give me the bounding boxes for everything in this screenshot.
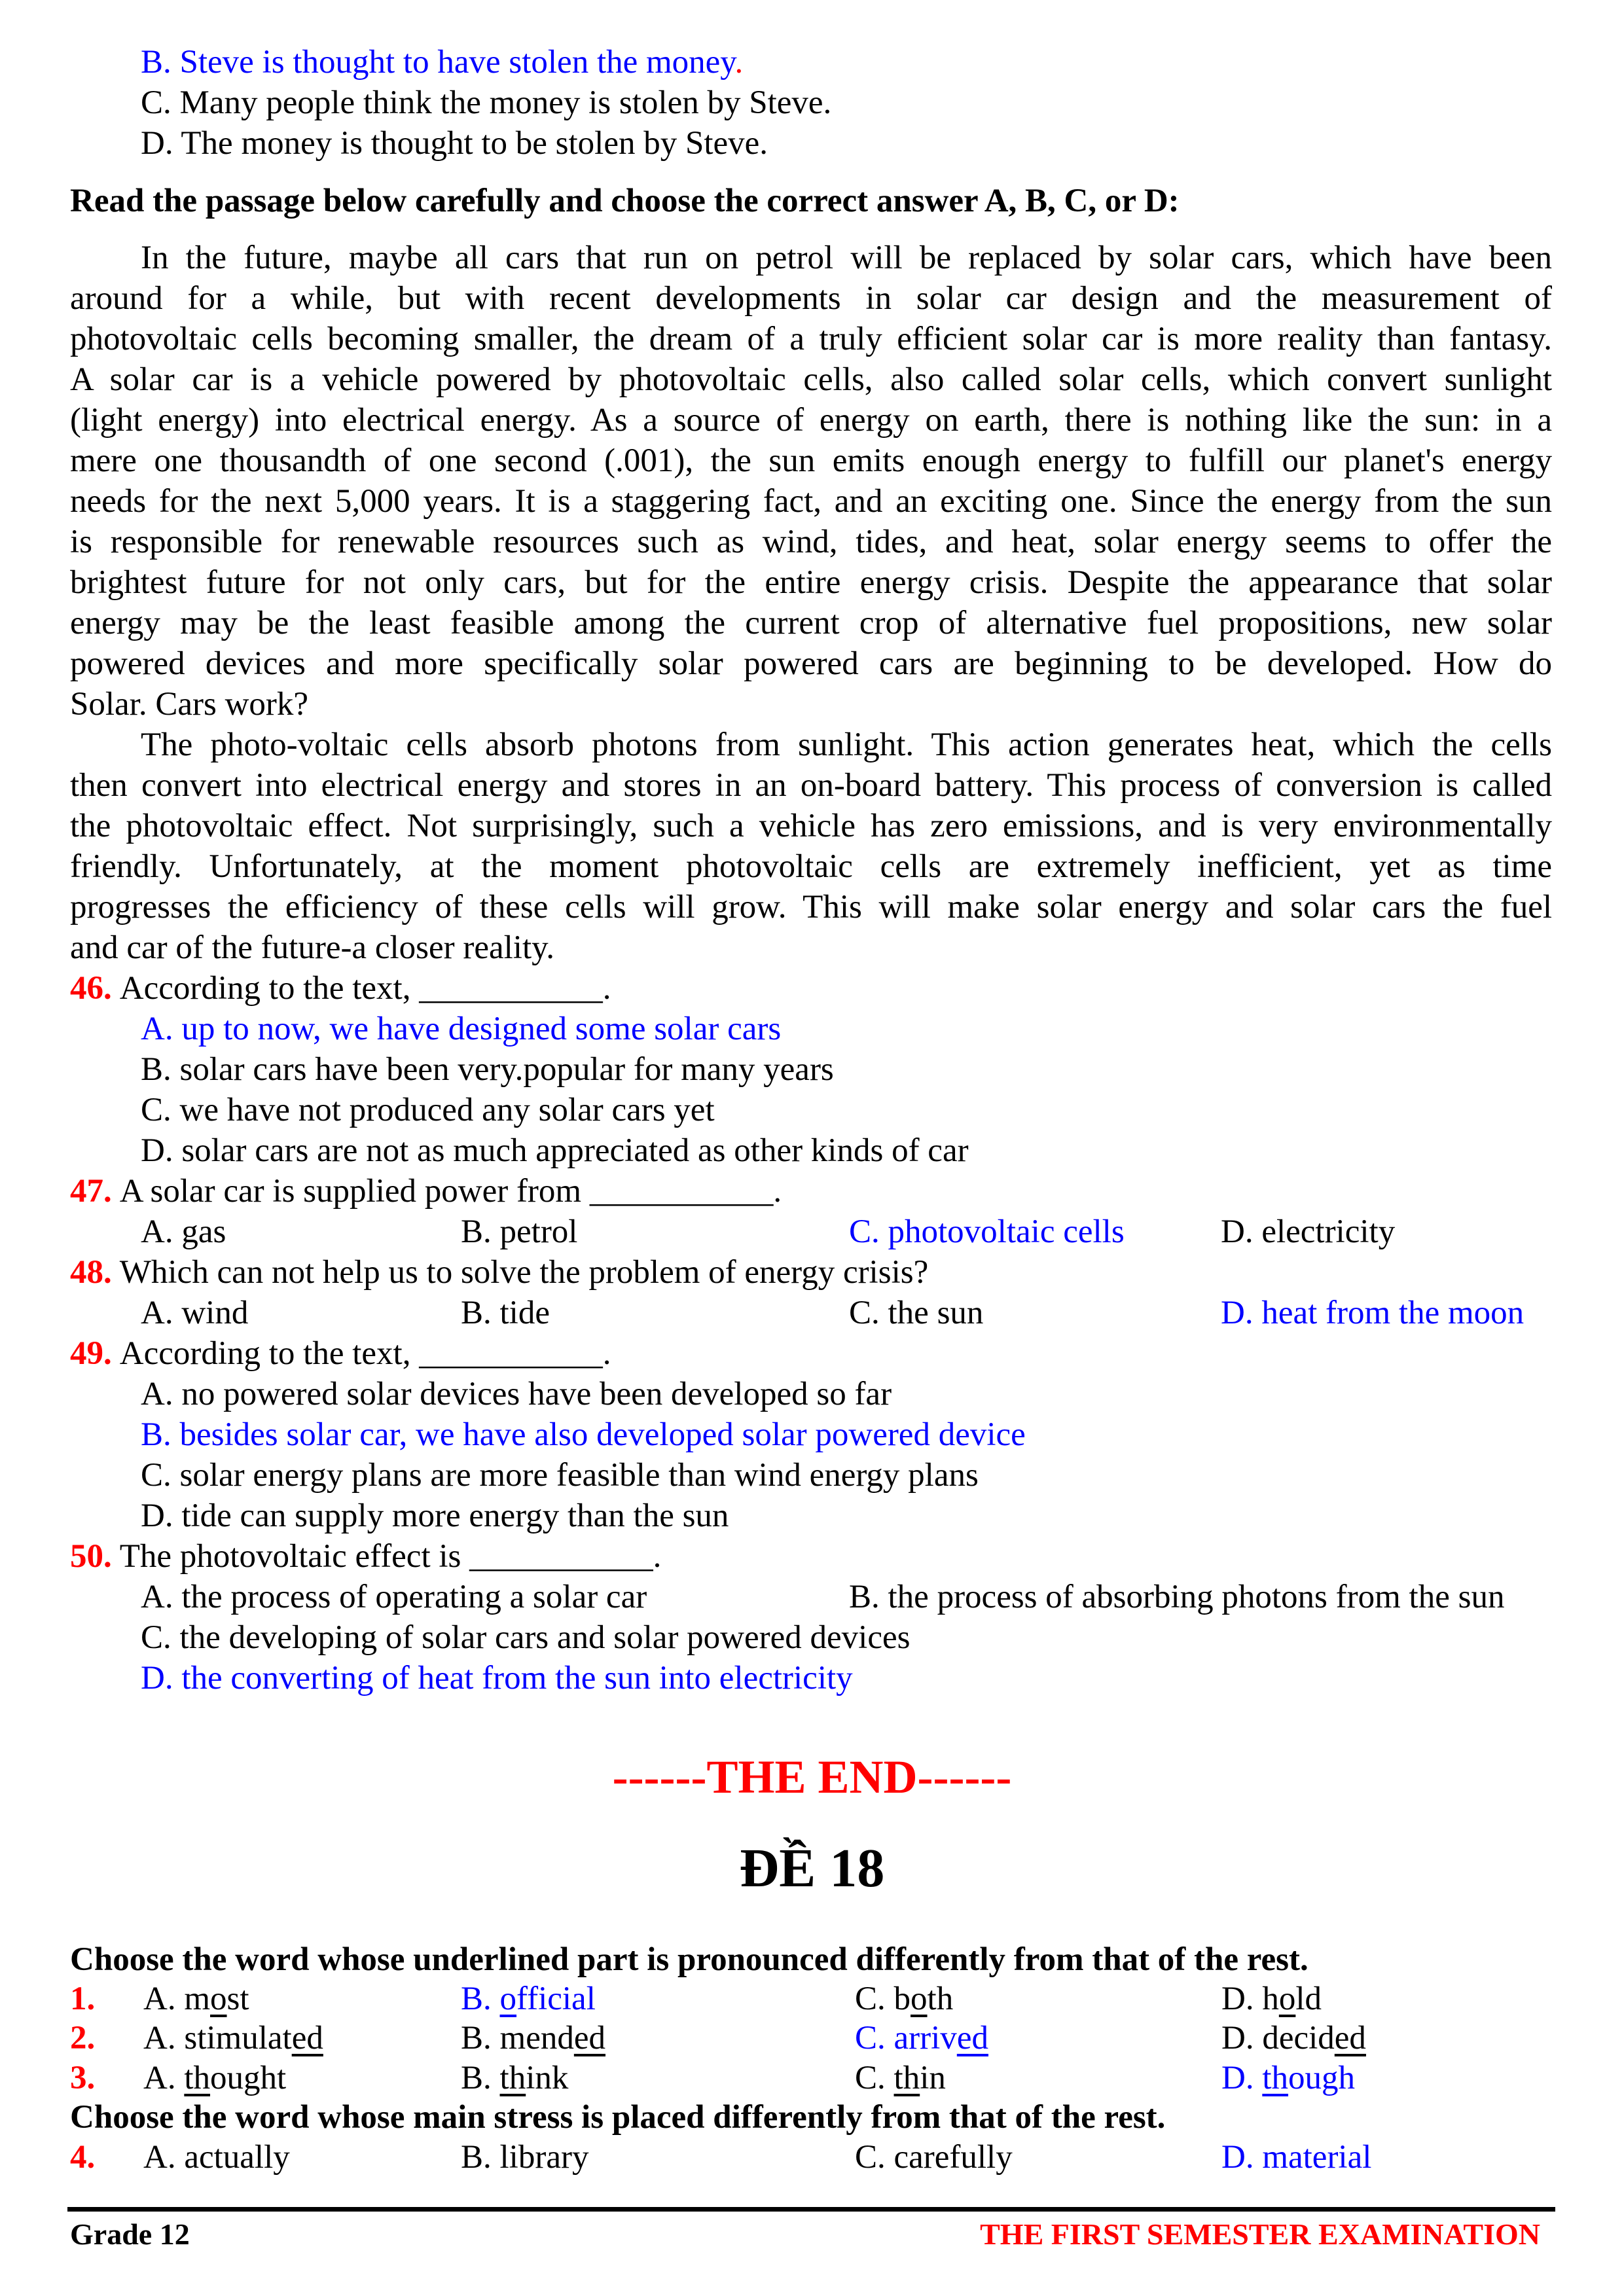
option-a[interactable]: A. stimulated xyxy=(143,2020,323,2056)
question-number: 47. xyxy=(70,1173,112,1210)
question-2 xyxy=(0,2018,1624,2058)
options-row xyxy=(0,1293,1624,1333)
option-d[interactable]: D. tide can supply more energy than the sun xyxy=(141,1498,729,1534)
option-d-answer[interactable]: D. though xyxy=(1221,2060,1356,2096)
option-c[interactable]: C. the developing of solar cars and solar powered devices xyxy=(141,1619,911,1656)
question-stem: 50. The photovoltaic effect is ___________. xyxy=(70,1536,1552,1577)
passage-line: Solar. Cars work? xyxy=(70,686,309,723)
option-c[interactable]: C. solar energy plans are more feasible than wind energy plans xyxy=(141,1457,979,1494)
passage-line: In the future, maybe all cars that run on petrol will be replaced by solar cars, which have been xyxy=(141,240,1552,276)
option-d[interactable]: D. solar cars are not as much appreciated as other kinds of car xyxy=(141,1132,969,1169)
passage-line: the photovoltaic effect. Not surprisingly, such a vehicle has zero emissions, and is very environmentally xyxy=(70,808,1552,844)
option-c[interactable]: C. the sun xyxy=(849,1295,984,1331)
option-a[interactable]: A. gas xyxy=(141,1213,226,1250)
options-row xyxy=(0,1211,1624,1252)
passage-line: needs for the next 5,000 years. It is a staggering fact, and an exciting one. Since the energy from the sun xyxy=(70,483,1552,520)
passage-line: powered devices and more specifically solar powered cars are beginning to be developed. How do xyxy=(70,645,1552,682)
option-d-answer[interactable]: D. material xyxy=(1221,2139,1372,2176)
passage-line: then convert into electrical energy and stores in an on-board battery. This process of conversion is called xyxy=(70,767,1552,804)
option-b[interactable]: B. the process of absorbing photons from the sun xyxy=(849,1579,1505,1615)
option-b-answer[interactable]: B. official xyxy=(461,1981,596,2017)
question-number: 46. xyxy=(70,970,112,1007)
option-a[interactable]: A. wind xyxy=(141,1295,249,1331)
option-a[interactable]: A. the process of operating a solar car xyxy=(141,1579,647,1615)
question-stem: 48. Which can not help us to solve the problem of energy crisis? xyxy=(70,1252,1552,1293)
passage-line: energy may be the least feasible among the current crop of alternative fuel propositions, new solar xyxy=(70,605,1552,641)
passage-line: A solar car is a vehicle powered by photovoltaic cells, also called solar cells, which convert sunlight xyxy=(70,361,1552,398)
option-b[interactable]: B. solar cars have been very.popular for many years xyxy=(141,1051,834,1088)
option-a[interactable]: A. thought xyxy=(143,2060,287,2096)
footer-grade: Grade 12 xyxy=(70,2217,190,2251)
passage-line: (light energy) into electrical energy. As a source of energy on earth, there is nothing like the sun: in a xyxy=(70,402,1552,439)
question-1 xyxy=(0,1979,1624,2019)
option-b[interactable]: B. petrol xyxy=(461,1213,578,1250)
option-c[interactable]: C. both xyxy=(855,1981,954,2017)
question-number: 48. xyxy=(70,1254,112,1291)
question-number: 2. xyxy=(70,2020,96,2056)
option-a[interactable]: A. most xyxy=(143,1981,249,2017)
question-number: 1. xyxy=(70,1981,96,2017)
question-number: 49. xyxy=(70,1335,112,1372)
question-stem: 46. According to the text, ___________. xyxy=(70,968,1552,1009)
reading-instruction: Read the passage below carefully and choose the correct answer A, B, C, or D: xyxy=(70,183,1180,219)
option-d[interactable]: D. decided xyxy=(1221,2020,1366,2056)
footer-exam-title: THE FIRST SEMESTER EXAMINATION xyxy=(980,2217,1540,2251)
passage-line: photovoltaic cells becoming smaller, the dream of a truly efficient solar car is more reality than fantasy. xyxy=(70,321,1552,357)
passage-line: progresses the efficiency of these cells will grow. This will make solar energy and solar cars the fuel xyxy=(70,889,1552,925)
passage-line: brightest future for not only cars, but for the entire energy crisis. Despite the appearance that solar xyxy=(70,564,1552,601)
passage-line: around for a while, but with recent developments in solar car design and the measurement of xyxy=(70,280,1552,317)
passage-line: friendly. Unfortunately, at the moment photovoltaic cells are extremely inefficient, yet as time xyxy=(70,848,1552,885)
question-number: 3. xyxy=(70,2060,96,2096)
question-number: 50. xyxy=(70,1538,112,1575)
option-d[interactable]: D. electricity xyxy=(1221,1213,1396,1250)
stress-instruction: Choose the word whose main stress is placed differently from that of the rest. xyxy=(70,2099,1166,2136)
options-row xyxy=(0,1577,1624,1617)
option-b[interactable]: B. think xyxy=(461,2060,569,2096)
passage-line: is responsible for renewable resources such as wind, tides, and heat, solar energy seems to offer the xyxy=(70,524,1552,560)
question-stem: 49. According to the text, ___________. xyxy=(70,1333,1552,1374)
option-d: D. The money is thought to be stolen by Steve. xyxy=(141,125,768,162)
option-a[interactable]: A. no powered solar devices have been developed so far xyxy=(141,1376,892,1412)
passage-line: The photo-voltaic cells absorb photons from sunlight. This action generates heat, which the cells xyxy=(141,726,1552,763)
question-4 xyxy=(0,2137,1624,2178)
question-stem: 47. A solar car is supplied power from ___________. xyxy=(70,1171,1552,1211)
option-c-answer[interactable]: C. arrived xyxy=(855,2020,988,2056)
option-b-answer[interactable]: B. besides solar car, we have also developed solar powered device xyxy=(141,1416,1026,1453)
option-a[interactable]: A. actually xyxy=(143,2139,290,2176)
passage-line: mere one thousandth of one second (.001), the sun emits enough energy to fulfill our planet's energy xyxy=(70,442,1552,479)
option-d-answer[interactable]: D. heat from the moon xyxy=(1221,1295,1525,1331)
question-number: 4. xyxy=(70,2139,96,2176)
option-d[interactable]: D. hold xyxy=(1221,1981,1322,2017)
pronunciation-instruction: Choose the word whose underlined part is pronounced differently from that of the rest. xyxy=(70,1941,1308,1978)
option-c-answer[interactable]: C. photovoltaic cells xyxy=(849,1213,1125,1250)
exam-title: ĐỀ 18 xyxy=(739,1838,885,1899)
option-b-answer: B. Steve is thought to have stolen the money. xyxy=(141,44,744,81)
option-c: C. Many people think the money is stolen by Steve. xyxy=(141,84,832,121)
footer-rule xyxy=(67,2207,1555,2212)
question-3 xyxy=(0,2058,1624,2098)
option-c[interactable]: C. carefully xyxy=(855,2139,1013,2176)
passage-line: and car of the future-a closer reality. xyxy=(70,929,555,966)
option-c[interactable]: C. thin xyxy=(855,2060,946,2096)
option-b[interactable]: B. mended xyxy=(461,2020,605,2056)
option-c[interactable]: C. we have not produced any solar cars yet xyxy=(141,1092,715,1128)
option-b[interactable]: B. tide xyxy=(461,1295,550,1331)
option-b[interactable]: B. library xyxy=(461,2139,589,2176)
option-a-answer[interactable]: A. up to now, we have designed some solar cars xyxy=(141,1011,782,1047)
option-d-answer[interactable]: D. the converting of heat from the sun into electricity xyxy=(141,1660,853,1696)
the-end-marker: ------THE END------ xyxy=(612,1751,1012,1803)
